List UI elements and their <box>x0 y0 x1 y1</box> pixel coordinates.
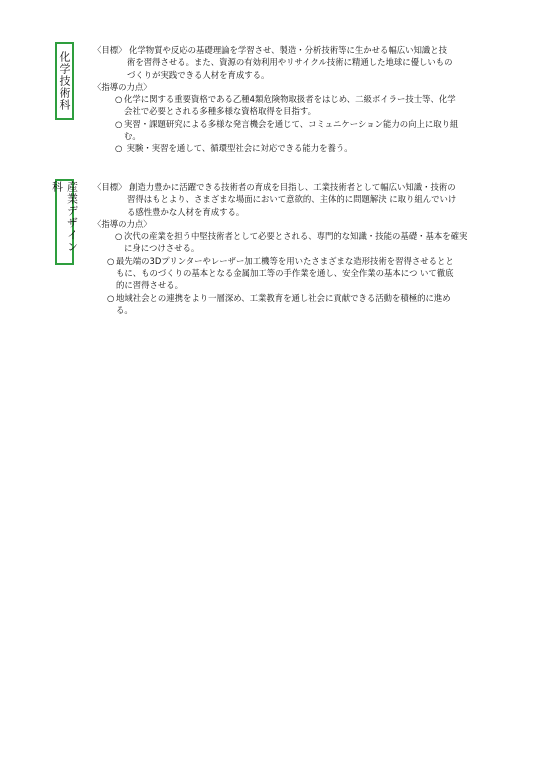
dept-section-industrial-design <box>93 181 493 316</box>
circle-bullet-icon: ○ <box>115 118 123 129</box>
dept-name: 化学技術科 <box>58 51 71 111</box>
circle-bullet-icon: ○ <box>107 292 115 303</box>
dept-section-chemistry <box>93 44 493 155</box>
points-label: 〈指導の力点〉 <box>93 218 152 229</box>
point-item <box>93 230 493 242</box>
point-text-line: 化学に関する重要資格である乙種4類危険物取扱者をはじめ、二級ボイラー技士等、化学 <box>124 94 456 105</box>
point-item <box>93 142 493 154</box>
point-item <box>93 255 493 267</box>
dept-label-chemistry <box>55 42 74 120</box>
point-item-continued <box>93 304 493 316</box>
point-text-line: る。 <box>116 304 133 315</box>
point-item <box>93 118 493 130</box>
point-item-continued <box>93 267 493 279</box>
goal-label: 〈目標〉 <box>93 182 127 192</box>
points-heading <box>93 218 493 230</box>
goal-line <box>93 56 493 68</box>
point-text-line: 会社で必要とされる多種多様な資格取得を目指す。 <box>124 106 316 117</box>
point-text-line: 実習・課題研究による多様な発言機会を通じて、コミュニケーション能力の向上に取り組 <box>124 118 459 129</box>
circle-bullet-icon: ○ <box>115 231 123 242</box>
goal-text-line: 習得はもとより、さまざまな場面において意欲的、主体的に問題解決 に取り組んでいけ <box>127 194 457 205</box>
point-text-line: 的に習得させる。 <box>116 280 183 291</box>
goal-line <box>93 44 493 56</box>
point-text-line: 最先端の3Dプリンターやレーザー加工機等を用いたさまざまな造形技術を習得させるとと <box>116 255 454 266</box>
goal-label: 〈目標〉 <box>93 45 127 55</box>
point-text-line: 地域社会との連携をより一層深め、工業教育を通し社会に貢献できる活動を積極的に進め <box>116 292 451 303</box>
dept-label-industrial-design <box>50 179 79 265</box>
goal-line <box>93 181 493 193</box>
point-text-line: 次代の産業を担う中堅技術者として必要とされる、専門的な知識・技能の基礎・基本を確実 <box>124 231 468 242</box>
point-text-line: 実験・実習を通して、循環型社会に対応できる能力を養う。 <box>124 143 353 154</box>
point-item-continued <box>93 279 493 291</box>
dept-name: 産業デザイン科 <box>50 181 79 253</box>
point-item-continued <box>93 242 493 254</box>
circle-bullet-icon: ○ <box>107 255 115 266</box>
point-item <box>93 93 493 105</box>
point-text-line: もに、ものづくりの基本となる金属加工等の手作業を通し、安全作業の基本につ いて徹底 <box>116 268 454 279</box>
point-item-continued <box>93 105 493 117</box>
point-item-continued <box>93 130 493 142</box>
goal-text-line: 化学物質や反応の基礎理論を学習させ、製造・分析技術等に生かせる幅広い知識と技 <box>129 45 447 55</box>
point-item <box>93 292 493 304</box>
goal-line <box>93 193 493 205</box>
point-text-line: に身につけさせる。 <box>124 243 200 254</box>
points-label: 〈指導の力点〉 <box>93 81 152 92</box>
circle-bullet-icon: ○ <box>115 94 123 105</box>
points-heading <box>93 81 493 93</box>
goal-text-line: 術を習得させる。また、資源の有効利用やリサイクル技術に精通した地球に優しいもの <box>127 57 453 68</box>
goal-line <box>93 206 493 218</box>
goal-line <box>93 69 493 81</box>
point-text-line: む。 <box>124 131 141 142</box>
goal-text-line: づくりが実践できる人材を育成する。 <box>127 69 270 80</box>
circle-bullet-icon: ○ <box>115 143 123 154</box>
goal-text-line: 創造力豊かに活躍できる技術者の育成を目指し、工業技術者として幅広い知識・技術の <box>129 182 456 192</box>
goal-text-line: る感性豊かな人材を育成する。 <box>127 206 245 217</box>
